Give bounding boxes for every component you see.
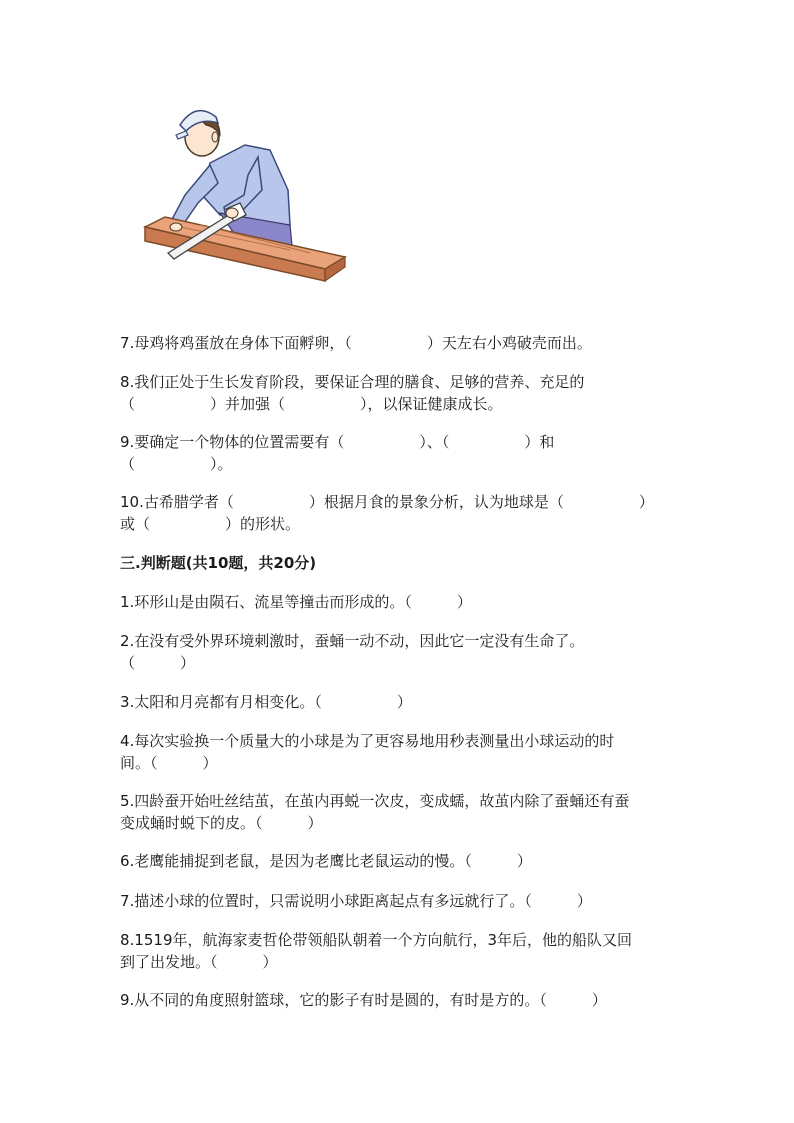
judge-question-4-line-2: 间。（ ） <box>120 754 218 772</box>
judge-question-2-line-1: 2.在没有受外界环境刺激时，蚕蛹一动不动，因此它一定没有生命了。 <box>120 632 585 650</box>
judge-question-6: 6.老鹰能捕捉到老鼠，是因为老鹰比老鼠运动的慢。（ ） <box>120 852 532 870</box>
judge-question-5-line-1: 5.四龄蚕开始吐丝结茧，在茧内再蜕一次皮，变成蠕，故茧内除了蚕蛹还有蚕 <box>120 792 630 810</box>
carpenter-sawing-icon <box>140 95 355 290</box>
judge-question-4-line-1: 4.每次实验换一个质量大的小球是为了更容易地用秒表测量出小球运动的时 <box>120 732 615 750</box>
carpenter-illustration <box>140 95 355 290</box>
section-title: 三.判断题(共10题，共20分) <box>120 554 317 572</box>
fill-question-7: 7.母鸡将鸡蛋放在身体下面孵卵，（ ）天左右小鸡破壳而出。 <box>120 334 592 352</box>
fill-question-10-line-1: 10.古希腊学者（ ）根据月食的景象分析，认为地球是（ ） <box>120 493 654 511</box>
judge-question-9: 9.从不同的角度照射篮球，它的影子有时是圆的，有时是方的。（ ） <box>120 991 607 1009</box>
judge-question-8-line-1: 8.1519年，航海家麦哲伦带领船队朝着一个方向航行，3年后，他的船队又回 <box>120 931 633 949</box>
judge-question-3: 3.太阳和月亮都有月相变化。（ ） <box>120 693 412 711</box>
judge-question-7: 7.描述小球的位置时，只需说明小球距离起点有多远就行了。（ ） <box>120 892 592 910</box>
fill-question-9-line-2: （ ）。 <box>120 455 233 473</box>
judge-question-5-line-2: 变成蛹时蜕下的皮。（ ） <box>120 814 323 832</box>
judge-question-2-line-2: （ ） <box>120 654 196 672</box>
judge-question-8-line-2: 到了出发地。（ ） <box>120 953 278 971</box>
fill-question-8-line-2: （ ）并加强（ ），以保证健康成长。 <box>120 395 503 413</box>
fill-question-8-line-1: 8.我们正处于生长发育阶段，要保证合理的膳食、足够的营养、充足的 <box>120 373 585 391</box>
fill-question-9-line-1: 9.要确定一个物体的位置需要有（ ）、（ ）和 <box>120 433 555 451</box>
fill-question-10-line-2: 或（ ）的形状。 <box>120 515 301 533</box>
judge-question-1: 1.环形山是由陨石、流星等撞击而形成的。（ ） <box>120 593 472 611</box>
